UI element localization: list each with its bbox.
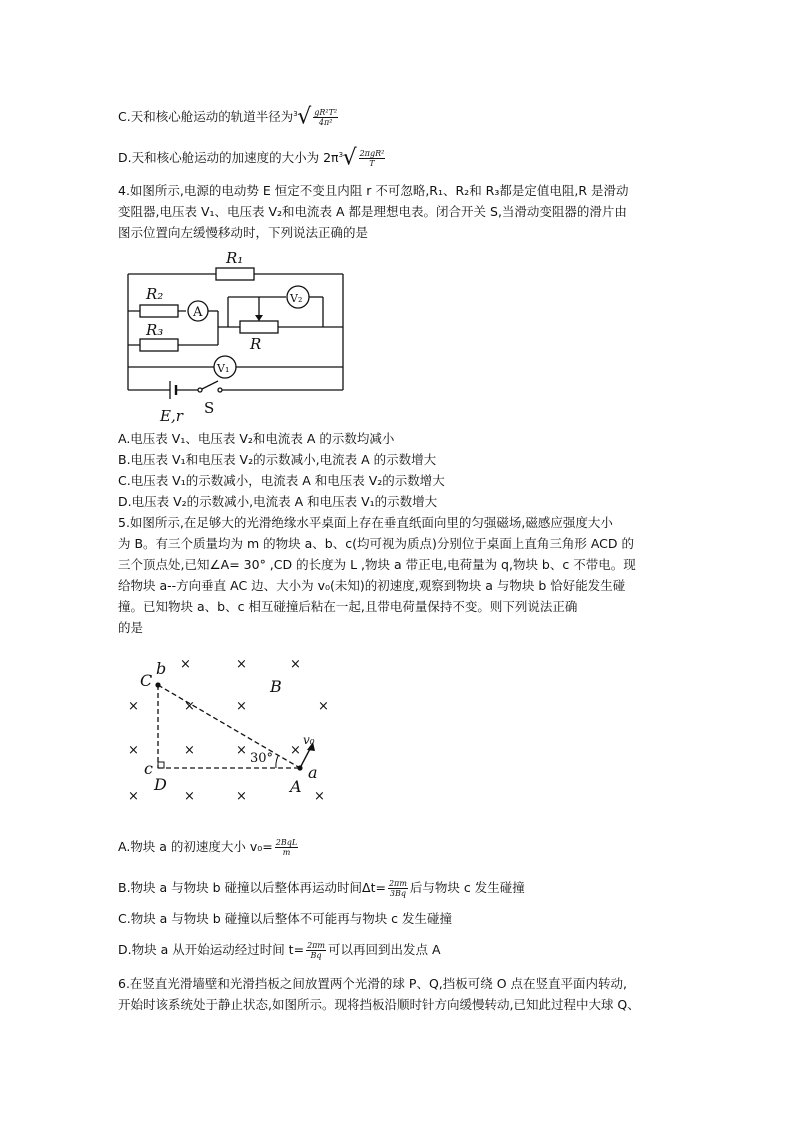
q5-stem-line4: 给物块 a--方向垂直 AC 边、大小为 v₀(未知)的初速度,观察到物块 a 与物块 b 恰好能发生碰 (118, 578, 626, 593)
q3-option-c: C.天和核心舱运动的轨道半径为 3 √ $\frac{\text{gR²T²}}{\text{4π²}}$ (118, 106, 340, 129)
q4-option-b: B.电压表 V₁和电压表 V₂的示数减小,电流表 A 的示数增大 (118, 452, 437, 467)
q5-stem-line2: 为 B。有三个质量均为 m 的物块 a、b、c(均可视为质点)分别位于桌面上直角三角形 ACD 的 (118, 536, 634, 551)
cross: × (314, 789, 325, 804)
cross: × (236, 699, 247, 714)
resistor-r3 (140, 339, 178, 351)
label-v2: V₂ (290, 292, 303, 305)
q5-stem-line3: 三个顶点处,已知∠A= 30° ,CD 的长度为 L ,物块 a 带正电,电荷量为 q,物块 b、c 不带电。现 (118, 557, 636, 572)
angle-arc (276, 756, 278, 768)
q5-stem-line5: 撞。已知物块 a、b、c 相互碰撞后粘在一起,且带电荷量保持不变。则下列说法正确 (118, 599, 578, 614)
label-source: E,r (160, 407, 183, 425)
cross: × (236, 789, 247, 804)
label-v0: v₀ (303, 733, 315, 747)
cross: × (236, 743, 247, 758)
label-a: a (308, 763, 318, 782)
q6-stem-line2: 开始时该系统处于静止状态,如图所示。现将挡板沿顺时针方向缓慢转动,已知此过程中大球 Q、 (118, 997, 640, 1012)
label-angle: 30° (250, 751, 274, 766)
label-r1: R₁ (226, 249, 244, 267)
cross: × (318, 699, 329, 714)
label-b: b (156, 659, 167, 678)
q4-option-c: C.电压表 V₁的示数减小，电流表 A 和电压表 V₂的示数增大 (118, 473, 445, 488)
right-angle-mark (158, 762, 164, 768)
q4-stem-line1: 4.如图所示,电源的电动势 E 恒定不变且内阻 r 不可忽略,R₁、R₂和 R₃都是定值电阻,R 是滑动 (118, 183, 629, 198)
q4-stem-line3: 图示位置向左缓慢移动时，下列说法正确的是 (118, 225, 369, 240)
switch-s (202, 381, 218, 389)
q5-option-b: B.物块 a 与物块 b 碰撞以后整体再运动时间Δt= $\frac{2\pi m}{3Bq}$ 后与物块 c 发生碰撞 (118, 879, 525, 898)
cube-root: 3 √ $\frac{\text{gR²T²}}{\text{4π²}}$ (293, 104, 338, 130)
label-r2: R₂ (146, 285, 164, 303)
cross: × (290, 657, 301, 672)
cross: × (128, 699, 139, 714)
fraction: $\frac{\text{2πgR²}}{T}$ (359, 149, 385, 169)
edge-ca (158, 685, 300, 768)
cross: × (128, 789, 139, 804)
label-switch: S (204, 399, 215, 417)
label-C: C (140, 671, 153, 690)
q4-option-a: A.电压表 V₁、电压表 V₂和电流表 A 的示数均减小 (118, 431, 395, 446)
label-v1: V₁ (217, 362, 230, 375)
q4-option-d: D.电压表 V₂的示数减小,电流表 A 和电压表 V₁的示数增大 (118, 494, 438, 509)
label-r3: R₃ (146, 321, 164, 339)
q5-option-a: A.物块 a 的初速度大小 v₀= $\frac{\text{2BqL}}{m}$ (118, 838, 298, 857)
fraction: $\frac{2\pi m}{Bq}$ (307, 941, 325, 960)
resistor-r2 (140, 305, 178, 317)
label-D: D (154, 775, 167, 794)
point-b (155, 682, 160, 687)
magnetic-field-figure (118, 650, 338, 810)
circuit-diagram (118, 247, 348, 427)
q5-option-c: C.物块 a 与物块 b 碰撞以后整体不可能再与物块 c 发生碰撞 (118, 911, 453, 926)
label-B: B (270, 677, 282, 696)
q4-stem-line2: 变阻器,电压表 V₁、电压表 V₂和电流表 A 都是理想电表。闭合开关 S,当滑动变阻器的滑片由 (118, 204, 627, 219)
q5-stem-line1: 5.如图所示,在足够大的光滑绝缘水平桌面上存在垂直纸面向里的匀强磁场,磁感应强度大小 (118, 515, 613, 530)
cross: × (128, 743, 139, 758)
q3-option-d: D.天和核心舱运动的加速度的大小为 2π 3 √ $\frac{\text{2πgR²}}{T}$ (118, 147, 387, 170)
fraction: $\frac{\text{gR²T²}}{\text{4π²}}$ (314, 108, 338, 128)
cross: × (290, 743, 301, 758)
fraction: $\frac{2\pi m}{3Bq}$ (388, 879, 407, 898)
cross: × (180, 657, 191, 672)
fraction: $\frac{\text{2BqL}}{m}$ (275, 838, 298, 857)
cross: × (184, 743, 195, 758)
rheostat-r (240, 321, 278, 333)
q6-stem-line1: 6.在竖直光滑墙壁和光滑挡板之间放置两个光滑的球 P、Q,挡板可绕 O 点在竖直平面内转动, (118, 976, 628, 991)
cube-root: 3 √ $\frac{\text{2πgR²}}{T}$ (338, 145, 385, 171)
q5-option-d: D.物块 a 从开始运动经过时间 t= $\frac{2\pi m}{Bq}$ 可以再回到出发点 A (118, 941, 441, 960)
cross: × (236, 657, 247, 672)
label-r: R (250, 335, 262, 353)
label-ammeter: A (193, 305, 203, 320)
cross: × (184, 789, 195, 804)
cross: × (184, 699, 195, 714)
label-c: c (144, 759, 153, 778)
label-A: A (290, 777, 302, 796)
q5-stem-line6: 的是 (118, 620, 144, 635)
resistor-r1 (216, 268, 254, 280)
